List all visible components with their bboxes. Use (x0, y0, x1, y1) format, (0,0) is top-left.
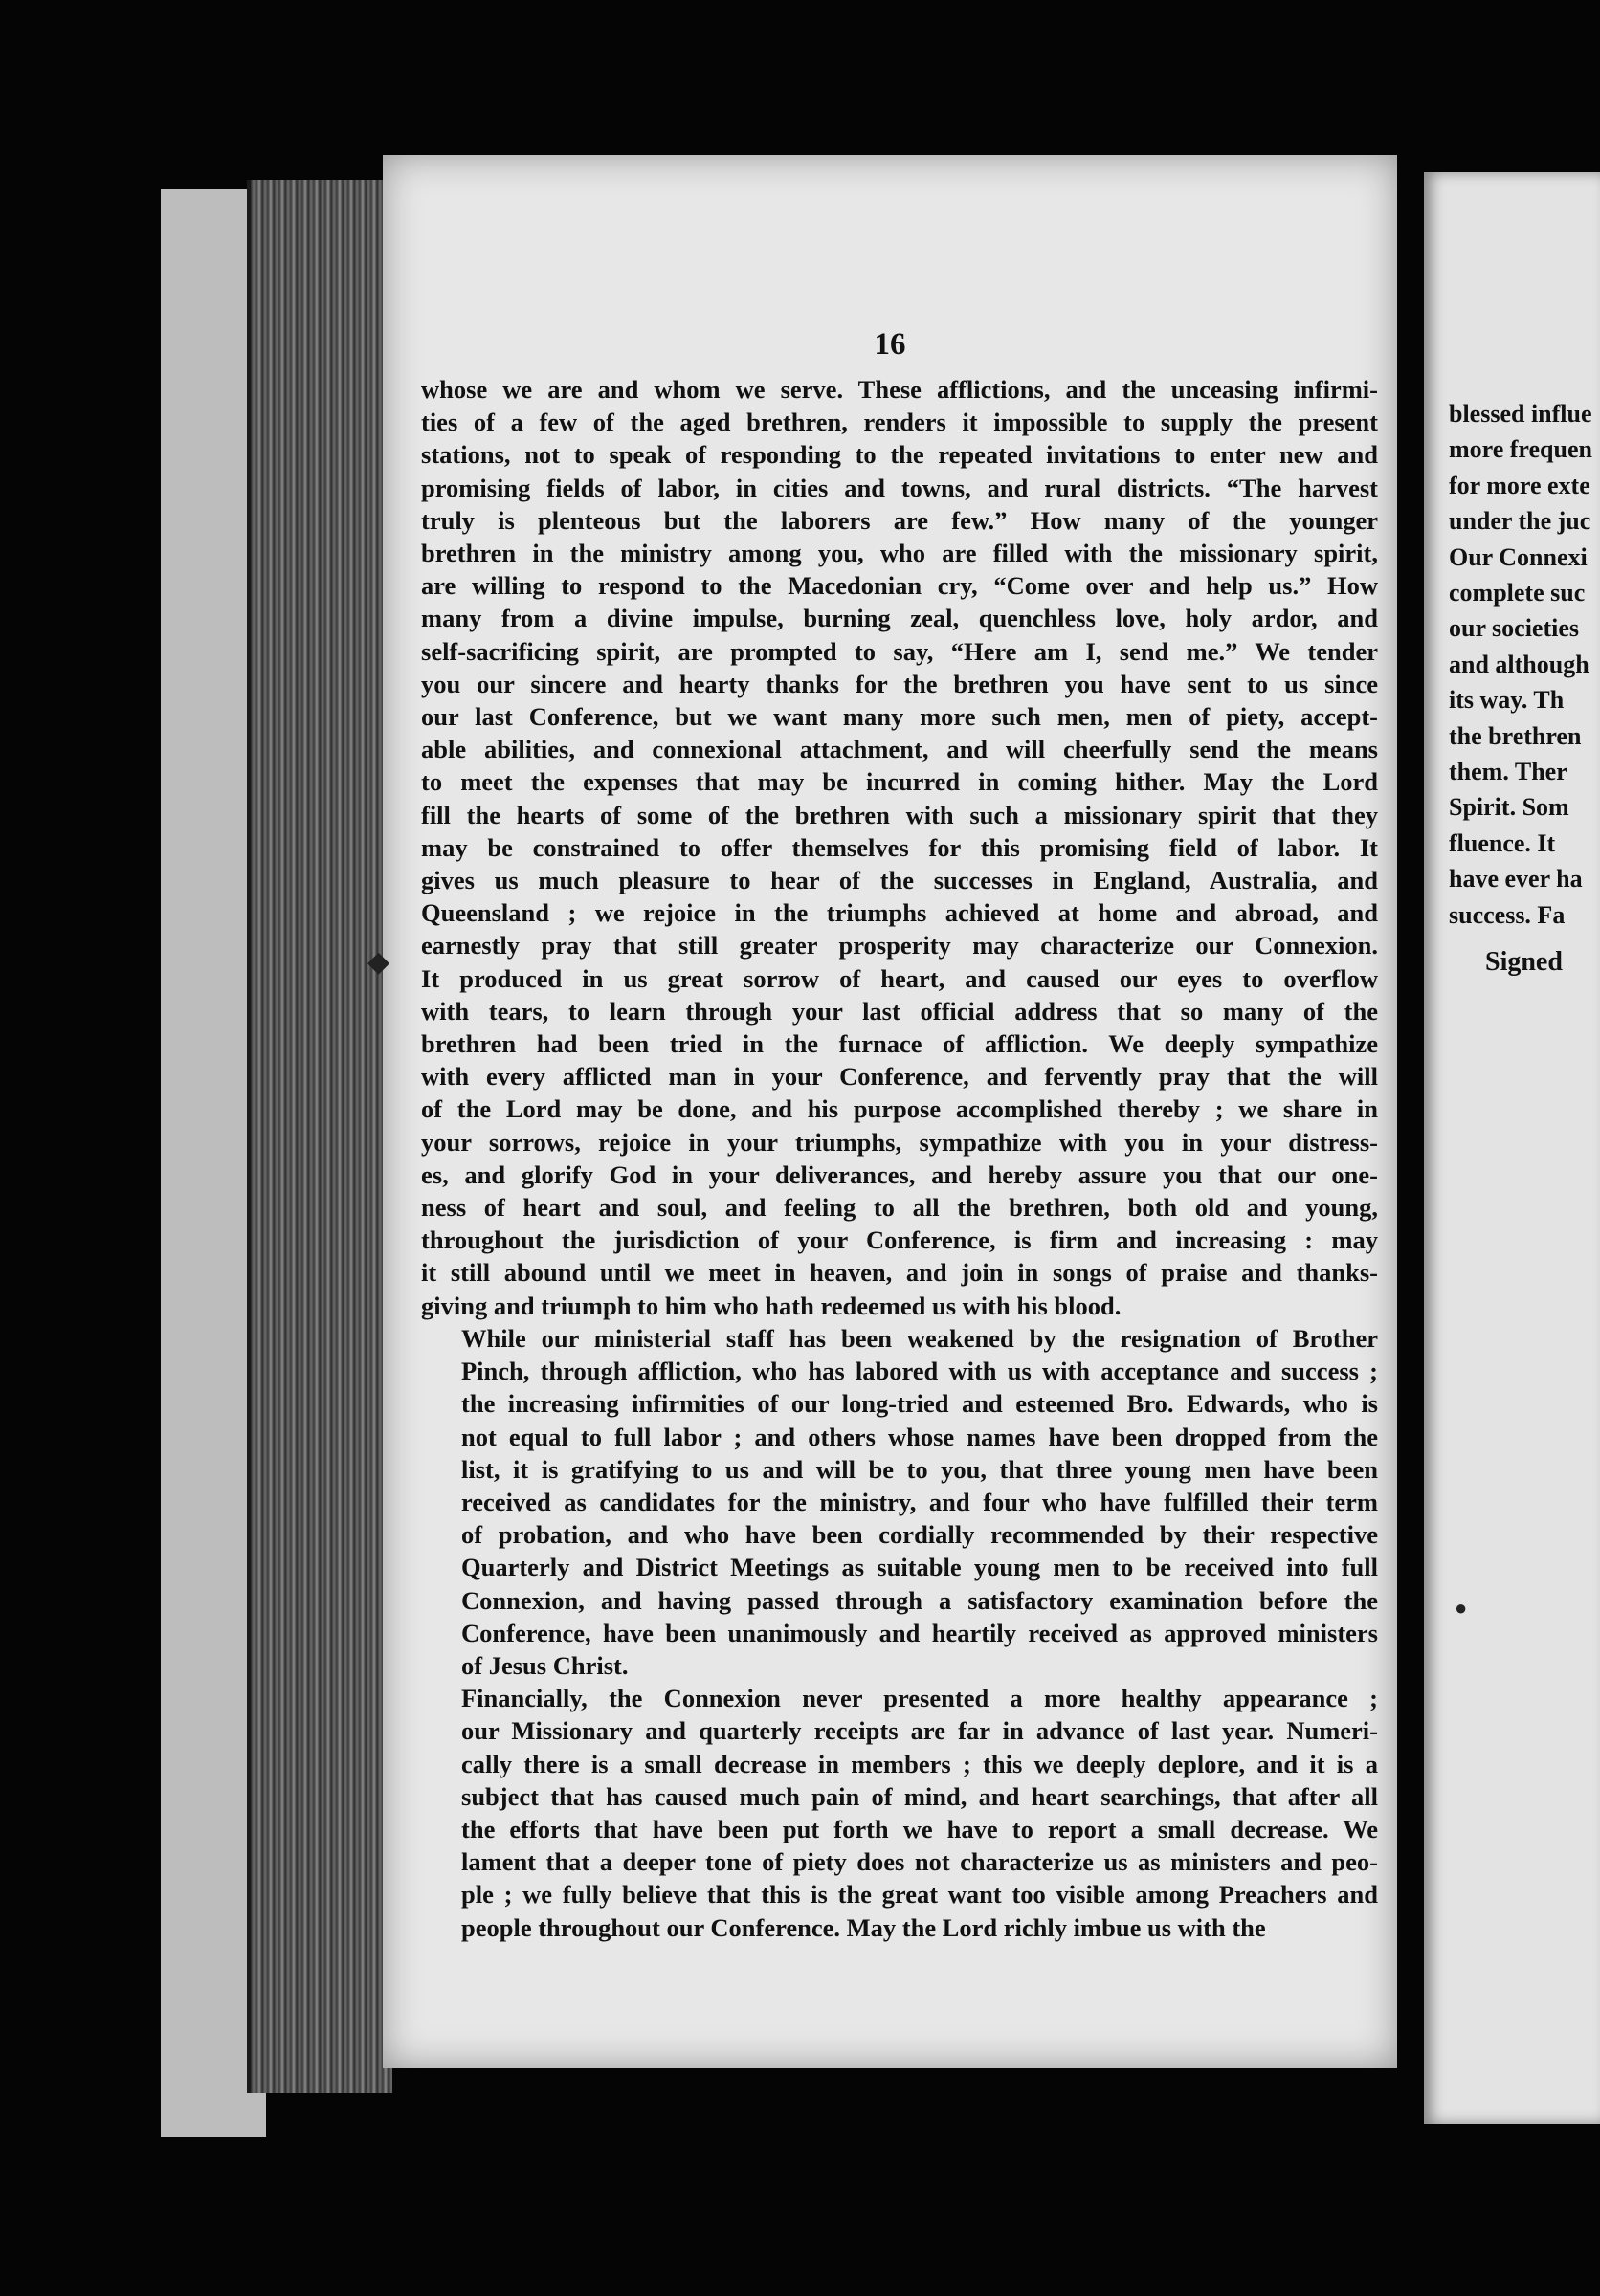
text-line: stations, not to speak of responding to the repeated invitations to enter new and (421, 440, 1378, 470)
text-line: with tears, to learn through your last official address that so many of the (421, 996, 1378, 1026)
text-line: self-sacrificing spirit, are prompted to say, “Here am I, send me.” We tender (421, 636, 1378, 666)
page-number: 16 (874, 327, 906, 362)
text-line: our last Conference, but we want many more such men, men of piety, accept- (421, 702, 1378, 732)
paragraph (421, 1322, 1378, 1682)
text-line: you our sincere and hearty thanks for the brethren you have sent to us since (421, 669, 1378, 698)
text-line: brethren had been tried in the furnace of affliction. We deeply sympathize (421, 1029, 1378, 1059)
text-line: Queensland ; we rejoice in the triumphs achieved at home and abroad, and (421, 898, 1378, 928)
text-line: our Missionary and quarterly receipts are far in advance of last year. Numeri- (461, 1716, 1378, 1746)
facing-text-line: them. Ther (1449, 758, 1567, 786)
text-line: While our ministerial staff has been weakened by the resignation of Brother (461, 1323, 1378, 1353)
text-line: the efforts that have been put forth we have to report a small decrease. We (461, 1814, 1378, 1843)
text-line: giving and triumph to him who hath redeemed us with his blood. (421, 1291, 1122, 1320)
facing-text-line: Our Connexi (1449, 542, 1588, 571)
facing-text-line: the brethren (1449, 721, 1582, 750)
text-line: earnestly pray that still greater prosperity may characterize our Connexion. (421, 931, 1378, 960)
facing-text-line: under the juc (1449, 507, 1591, 536)
facing-text-line: fluence. It (1449, 828, 1556, 857)
text-line: to meet the expenses that may be incurred in coming hither. May the Lord (421, 767, 1378, 797)
text-line: es, and glorify God in your deliverances, and hereby assure you that our one- (421, 1159, 1378, 1189)
facing-text-line: success. Fa (1449, 900, 1566, 929)
text-line: ties of a few of the aged brethren, renders it impossible to supply the present (421, 408, 1378, 437)
text-line: ple ; we fully believe that this is the great want too visible among Preachers and (461, 1880, 1378, 1910)
text-line: list, it is gratifying to us and will be to you, that three young men have been (461, 1454, 1378, 1484)
text-line: throughout the jurisdiction of your Conference, is firm and increasing : may (421, 1225, 1378, 1255)
facing-text-line: Spirit. Som (1449, 793, 1569, 822)
paragraph (421, 373, 1378, 1322)
text-line: lament that a deeper tone of piety does not characterize us as ministers and peo- (461, 1847, 1378, 1877)
facing-text-line: blessed influe (1449, 400, 1592, 428)
paragraph (421, 1682, 1378, 1944)
text-line: Pinch, through affliction, who has labored with us with acceptance and success ; (461, 1357, 1378, 1386)
text-line: with every afflicted man in your Conference, and fervently pray that the will (421, 1062, 1378, 1092)
text-line: your sorrows, rejoice in your triumphs, sympathize with you in your distress- (421, 1127, 1378, 1157)
facing-text-line: more frequen (1449, 435, 1592, 464)
text-line: ness of heart and soul, and feeling to all the brethren, both old and young, (421, 1193, 1378, 1223)
text-line: received as candidates for the ministry, and four who have fulfilled their term (461, 1487, 1378, 1516)
text-line: of probation, and who have been cordially recommended by their respective (461, 1520, 1378, 1550)
page-text (421, 373, 1378, 1944)
text-line: Financially, the Connexion never presented a more healthy appearance ; (461, 1684, 1378, 1713)
facing-text-line: our societies (1449, 614, 1579, 643)
text-line: subject that has caused much pain of mind, and heart searchings, that after all (461, 1781, 1378, 1811)
text-line: Quarterly and District Meetings as suitable young men to be received into full (461, 1553, 1378, 1582)
text-line: not equal to full labor ; and others whose names have been dropped from the (461, 1422, 1378, 1451)
text-line: many from a divine impulse, burning zeal, quenchless love, holy ardor, and (421, 604, 1378, 633)
text-line: It produced in us great sorrow of heart, and caused our eyes to overflow (421, 963, 1378, 993)
left-page (383, 155, 1397, 2068)
text-line: fill the hearts of some of the brethren with such a missionary spirit that they (421, 800, 1378, 829)
facing-text-line: have ever ha (1449, 865, 1583, 894)
text-line: the increasing infirmities of our long-tried and esteemed Bro. Edwards, who is (461, 1389, 1378, 1419)
signed-label: Signed (1485, 947, 1563, 978)
text-line: it still abound until we meet in heaven, and join in songs of praise and thanks- (421, 1258, 1378, 1288)
facing-page (1424, 172, 1600, 2124)
text-line: people throughout our Conference. May the Lord richly imbue us with the (461, 1912, 1266, 1942)
text-line: able abilities, and connexional attachment, and will cheerfully send the means (421, 735, 1378, 764)
ink-mark: ◆ (367, 946, 390, 978)
text-line: Connexion, and having passed through a satisfactory examination before the (461, 1585, 1378, 1615)
facing-text-line: and although (1449, 650, 1589, 678)
facing-text-line: complete suc (1449, 579, 1586, 607)
facing-text-line: its way. Th (1449, 686, 1565, 715)
text-line: cally there is a small decrease in members ; this we deeply deplore, and it is a (461, 1749, 1378, 1778)
ink-mark: ● (1455, 1596, 1468, 1620)
text-line: Conference, have been unanimously and heartily received as approved ministers (461, 1618, 1378, 1647)
text-line: brethren in the ministry among you, who are filled with the missionary spirit, (421, 539, 1378, 568)
facing-page-text (1449, 396, 1600, 981)
text-line: whose we are and whom we serve. These afflictions, and the unceasing infirmi- (421, 375, 1378, 404)
text-line: of Jesus Christ. (461, 1650, 629, 1680)
text-line: promising fields of labor, in cities and towns, and rural districts. “The harvest (421, 473, 1378, 502)
facing-text-line: for more exte (1449, 471, 1590, 499)
book-page-edges (247, 180, 392, 2093)
text-line: gives us much pleasure to hear of the successes in England, Australia, and (421, 866, 1378, 895)
text-line: are willing to respond to the Macedonian cry, “Come over and help us.” How (421, 571, 1378, 601)
text-line: of the Lord may be done, and his purpose accomplished thereby ; we share in (421, 1094, 1378, 1124)
text-line: truly is plenteous but the laborers are few.” How many of the younger (421, 505, 1378, 535)
text-line: may be constrained to offer themselves for this promising field of labor. It (421, 832, 1378, 862)
